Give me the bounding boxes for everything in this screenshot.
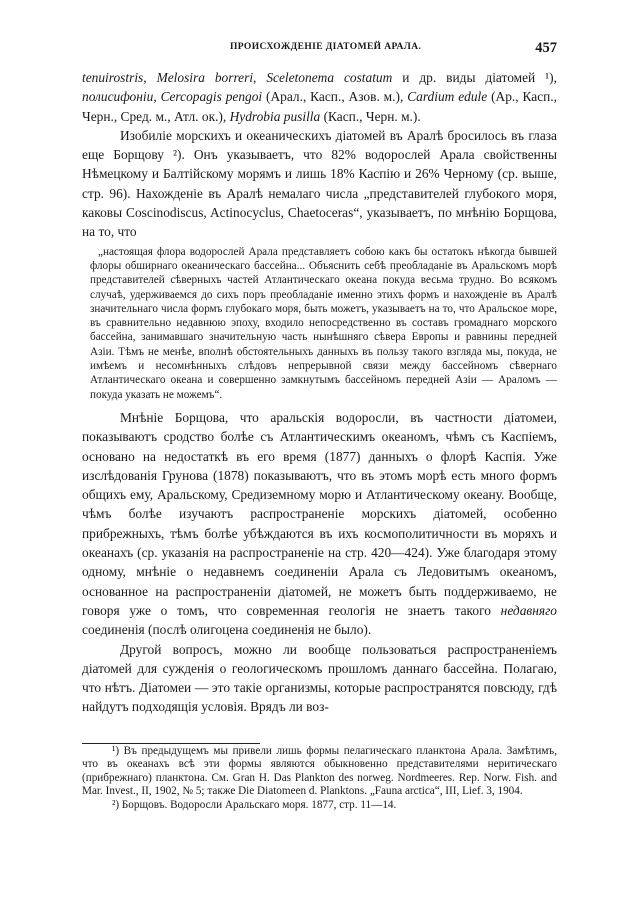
species-name: Hydrobia pusilla (229, 108, 321, 124)
paragraph-opinion: Мнѣніе Борщова, что аральскія водоросли, въ частности діатомеи, показываютъ сродство болѣе съ Атлантическимъ океаномъ, чѣмъ съ Каспіемъ, основано на недостаткѣ въ его время (1877) данныхъ о флорѣ Каспія. Уже изслѣдованія Грунова (1878) показываютъ, что въ этомъ морѣ есть много формъ общихъ ему, Аральскому, Средиземному морю и Атлантическому океану. Вообще, чѣмъ болѣе изучаютъ распространеніе морскихъ діатомей, особенно прибрежныхъ, тѣмъ болѣе убѣждаются въ ихъ космополитичности въ моряхъ и океанахъ (ср. указанія на распространеніе на стр. 420—424). Уже благодаря этому одному, мнѣніе о недавнемъ соединеніи Арала съ Ледовитымъ океаномъ, основанное на распространеніи діатомей, не можетъ быть поддерживаемо, не говоря уже о томъ, что современная геологія не знаетъ такого недавняго соединенія (послѣ олигоцена соединенія не было). (82, 409, 557, 638)
paragraph-borshchov: Изобиліе морскихъ и океаническихъ діатомей въ Аралѣ бросилось въ глаза еще Борщову ²). Онъ указываетъ, что 82% водорослей Арала свойственны Нѣмецкому и Балтійскому морямъ и лишь 18% Каспію и 26% Черному (ср. выше, стр. 96). Нахожденіе въ Аралѣ немалаго числа „представителей глубокого моря, каковы Coscinodiscus, Actinocyclus, Chaetoceras“, указываетъ, по мнѣнію Борщова, на то, что (82, 127, 557, 240)
footnote-1: ¹) Въ предыдущемъ мы привели лишь формы пелагическаго планктона Арала. Замѣтимъ, что въ океанахъ всѣ эти формы являются обыкновенно представителями неритическаго (прибрежнаго) планктона. См. Gran H. Das Plankton des norweg. Nordmeeres. Rep. Norw. Fish. and Mar. Invest., II, 1902, № 5; также Die Diatomeen d. Planktons. „Fauna arctica“, III, Lief. 3, 1904. (82, 745, 557, 798)
species-name: Melosira borreri (156, 70, 254, 85)
emphasis: недавняго (500, 602, 557, 618)
page-header (82, 40, 557, 60)
running-title: ПРОИСХОЖДЕНІЕ ДІАТОМЕЙ АРАЛА. (230, 42, 422, 52)
species-name: Sceletonema costatum (266, 70, 393, 85)
species-name: Cercopagis pengoi (160, 89, 263, 105)
paragraph-species-list: tenuirostris, Melosira borreri, Sceletonema costatum и др. виды діатомей ¹), полисифоніи, Cercopagis pengoi (Арал., Касп., Азов. м.), Cardium edule (Ар., Касп., Черн., Сред. м., Атл. ок.), Hydrobia pusilla (Касп., Черн. м.). (82, 70, 558, 124)
paragraph-question: Другой вопросъ, можно ли вообще пользоваться распространеніемъ діатомей для сужденія о геологическомъ прошломъ даннаго бассейна. Полагаю, что нѣтъ. Діатомеи — это такіе организмы, которые распространятся повсюду, гдѣ найдутъ подходящія условія. Врядъ ли воз- (82, 641, 557, 715)
footnotes (82, 745, 557, 812)
block-quote (82, 245, 557, 402)
footnote-rule (82, 743, 260, 744)
footnote-2: ²) Борщовъ. Водоросли Аральскаго моря. 1877, стр. 11—14. (112, 798, 397, 811)
page-number: 457 (535, 40, 557, 56)
species-name: полисифоніи (82, 89, 154, 105)
species-name: tenuirostris (82, 70, 144, 85)
species-name: Cardium edule (407, 89, 488, 105)
body-text (82, 68, 557, 717)
quote-text: „настоящая флора водорослей Арала представляетъ собою какъ бы остатокъ нѣкогда бывшей флоры обширнаго океаническаго бассейна... Объяснить себѣ преобладаніе въ Аральскомъ морѣ представителей сѣверныхъ частей Атлантическаго океана покуда весьма трудно. Во всякомъ случаѣ, удерживаемся до сихъ поръ преобладаніе именно этихъ формъ и нахожденіе въ Аралѣ значительнаго числа формъ глубокаго моря, быть можетъ, указываетъ на то, что Аральское море, въ сравнительно недавнюю эпоху, входило непосредственно въ составъ громаднаго морского бассейна, занимавшаго значительную часть нынѣшняго сѣвера Европы и равнины передней Азіи. Тѣмъ не менѣе, вполнѣ обстоятельныхъ данныхъ въ пользу такого взгляда мы, покуда, не имѣемъ и несомнѣнныхъ слѣдовъ непрерывной связи между бассейномъ сѣвернаго Атлантическаго океана и совершенно замкнутымъ бассейномъ передней Азіи — Араломъ — покуда указать не можемъ“. (90, 245, 557, 401)
